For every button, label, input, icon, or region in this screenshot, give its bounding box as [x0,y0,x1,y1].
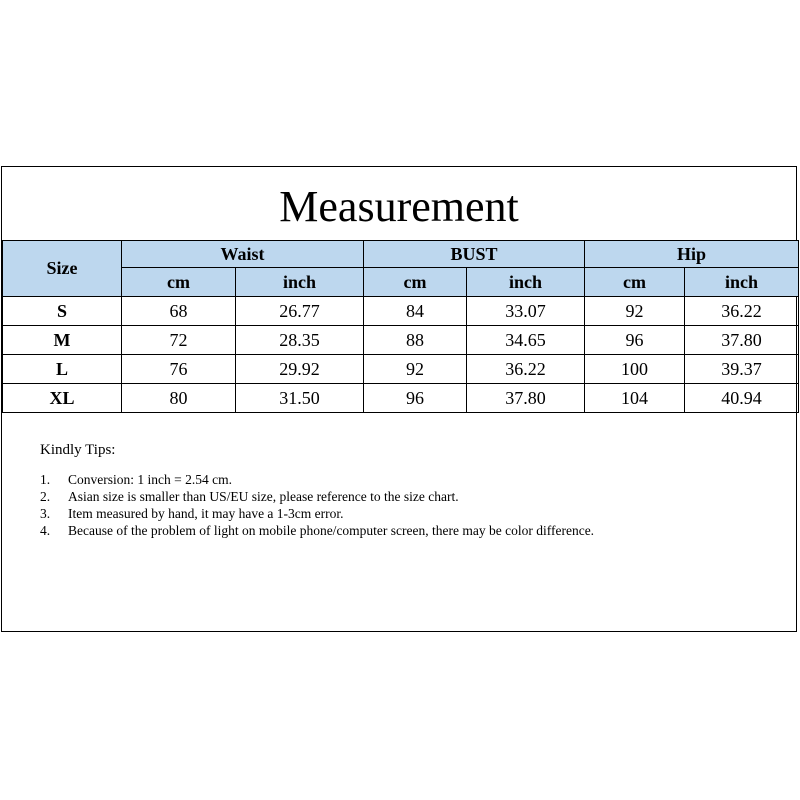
unit-header: inch [685,268,799,297]
tips-title: Kindly Tips: [40,442,116,458]
bust-header: BUST [364,241,585,268]
size-header: Size [3,241,122,297]
tip-text: Because of the problem of light on mobile phone/computer screen, there may be color difference. [68,523,595,538]
table-cell: 37.80 [685,326,799,355]
table-cell: 84 [364,297,467,326]
tip-text: Conversion: 1 inch = 2.54 cm. [68,472,232,487]
table-cell: 34.65 [467,326,585,355]
table-row [3,297,799,326]
list-item [40,522,708,539]
table-cell: 33.07 [467,297,585,326]
unit-header: cm [364,268,467,297]
table-cell: 36.22 [685,297,799,326]
tip-number: 4. [40,523,51,538]
table-cell: 31.50 [236,384,364,413]
tip-number: 2. [40,489,51,504]
header-row-groups [3,241,799,268]
table-cell: 28.35 [236,326,364,355]
table-cell: 80 [122,384,236,413]
list-item [40,471,708,488]
table-cell: 88 [364,326,467,355]
chart-title: Measurement [279,182,519,231]
table-cell: 26.77 [236,297,364,326]
header-row-units [3,268,799,297]
unit-header: inch [467,268,585,297]
table-cell: 40.94 [685,384,799,413]
size-cell: S [3,297,122,326]
unit-header: cm [122,268,236,297]
waist-header: Waist [122,241,364,268]
size-cell: L [3,355,122,384]
table-row [3,384,799,413]
table-cell: 92 [585,297,685,326]
table-cell: 96 [585,326,685,355]
measurement-chart [1,166,797,632]
table-cell: 72 [122,326,236,355]
table-cell: 76 [122,355,236,384]
table-cell: 39.37 [685,355,799,384]
size-cell: M [3,326,122,355]
unit-header: inch [236,268,364,297]
table-row [3,355,799,384]
size-cell: XL [3,384,122,413]
table-cell: 68 [122,297,236,326]
hip-header: Hip [585,241,799,268]
tip-number: 1. [40,472,51,487]
table-cell: 100 [585,355,685,384]
table-cell: 36.22 [467,355,585,384]
table-cell: 96 [364,384,467,413]
table-cell: 92 [364,355,467,384]
size-table [2,240,799,413]
table-cell: 37.80 [467,384,585,413]
list-item [40,505,708,522]
unit-header: cm [585,268,685,297]
table-row [3,326,799,355]
table-cell: 104 [585,384,685,413]
tip-text: Asian size is smaller than US/EU size, please reference to the size chart. [68,489,459,504]
tips-list [40,471,708,539]
list-item [40,488,708,505]
kindly-tips [40,442,708,539]
table-cell: 29.92 [236,355,364,384]
tip-text: Item measured by hand, it may have a 1-3cm error. [68,506,344,521]
tip-number: 3. [40,506,51,521]
